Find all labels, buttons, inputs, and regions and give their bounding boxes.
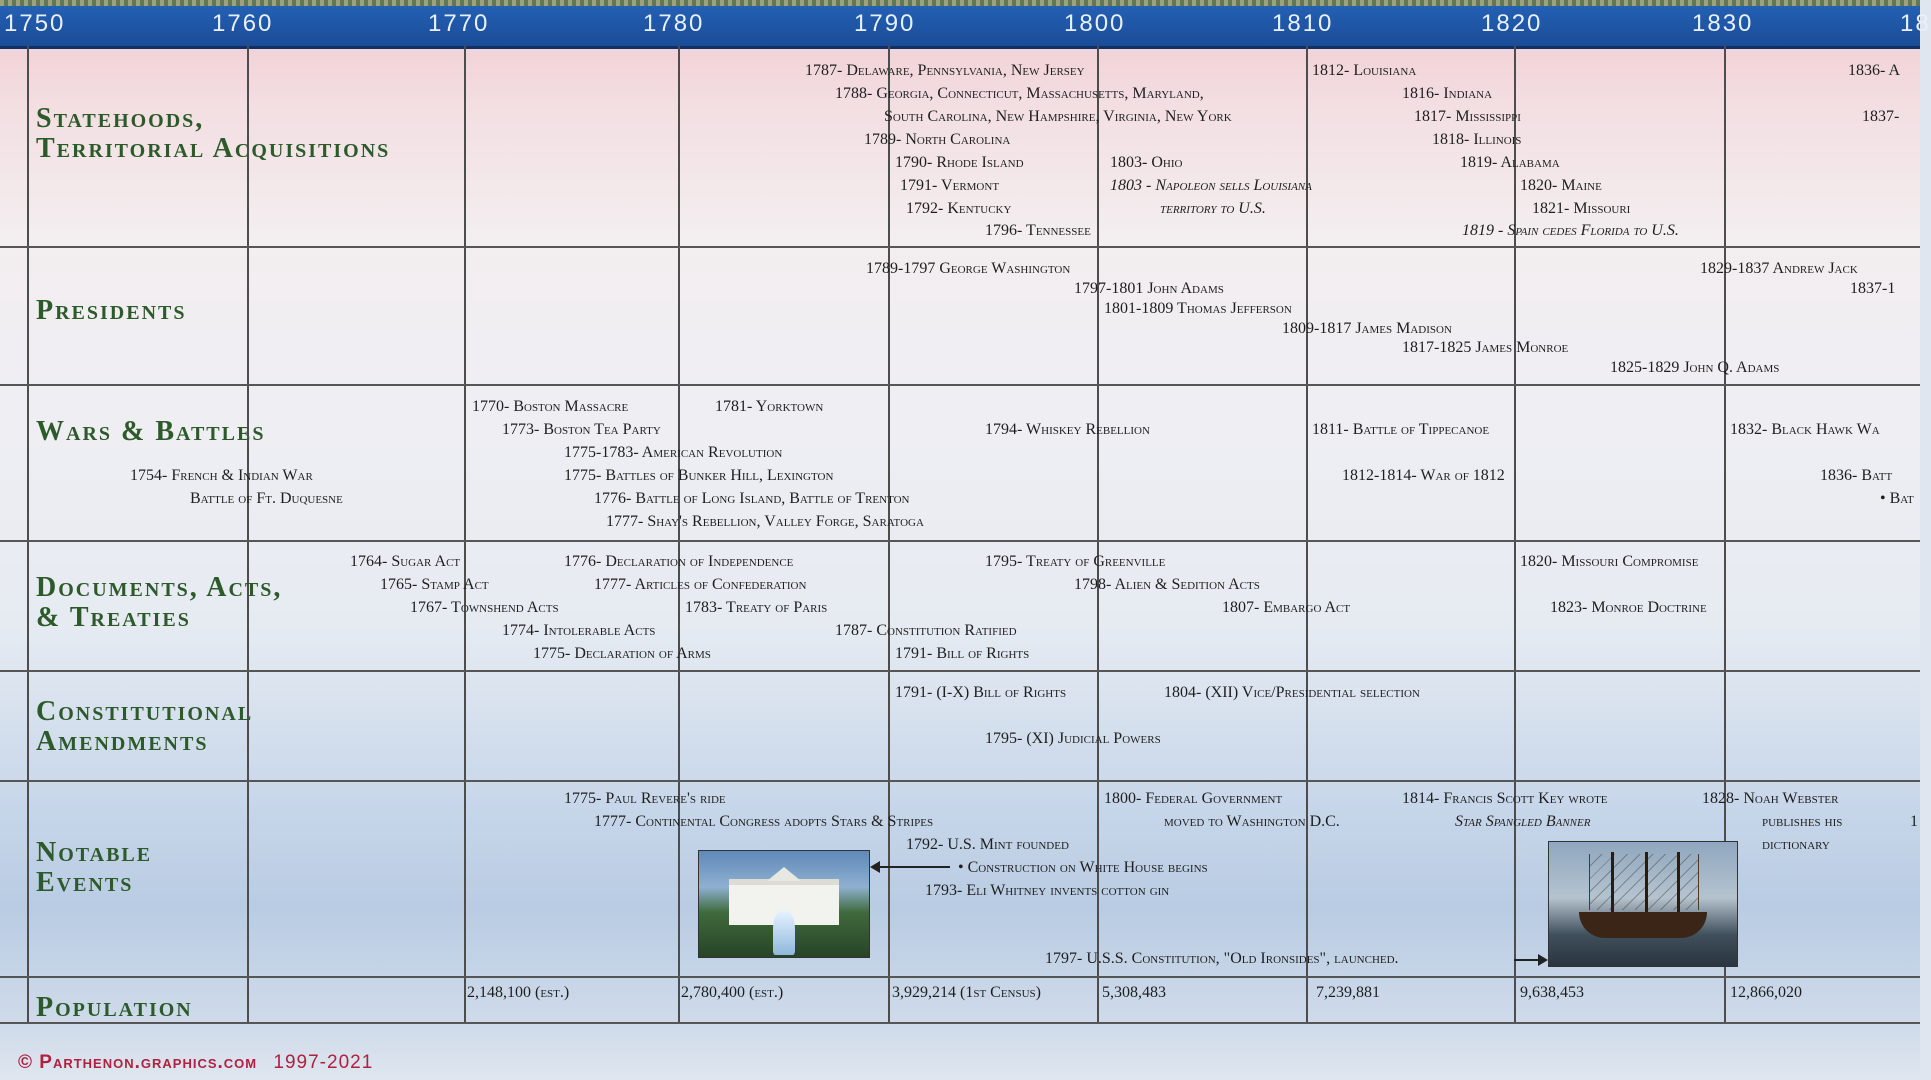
grid-line: [888, 46, 890, 1024]
event-entry: 1777- Continental Congress adopts Stars & Stripes: [594, 813, 934, 830]
event-entry: publishes his: [1762, 813, 1843, 830]
year-label: 1790: [854, 10, 916, 37]
year-header-bar: [0, 0, 1931, 49]
president-entry: 1825-1829 John Q. Adams: [1610, 359, 1780, 376]
war-entry: Battle of Ft. Duquesne: [190, 490, 343, 507]
war-entry: 1775- Battles of Bunker Hill, Lexington: [564, 467, 834, 484]
row-divider: [0, 1022, 1920, 1024]
document-entry: 1767- Townshend Acts: [410, 599, 559, 616]
war-entry: 1754- French & Indian War: [130, 467, 313, 484]
document-entry: 1791- Bill of Rights: [895, 645, 1030, 662]
category-label-line: & Treaties: [36, 602, 191, 633]
category-events: [36, 838, 152, 898]
grid-line: [464, 46, 466, 1024]
statehood-entry: 1791- Vermont: [900, 177, 1000, 194]
pointer-arrow: [1514, 959, 1544, 961]
pointer-arrow: [872, 866, 950, 868]
war-entry: 1770- Boston Massacre: [472, 398, 629, 415]
document-entry: 1775- Declaration of Arms: [533, 645, 711, 662]
document-entry: 1776- Declaration of Independence: [564, 553, 794, 570]
fountain: [773, 911, 795, 955]
category-label-line: Constitutional: [36, 696, 254, 727]
event-entry: Star Spangled Banner: [1455, 813, 1591, 830]
copyright-icon: ©: [18, 1052, 33, 1073]
row-divider: [0, 670, 1920, 672]
row-divider: [0, 780, 1920, 782]
ship-mast: [1677, 852, 1680, 914]
year-label: 1810: [1272, 10, 1334, 37]
president-entry: 1809-1817 James Madison: [1282, 320, 1452, 337]
category-population: [36, 993, 193, 1023]
ship-hull: [1579, 912, 1707, 938]
year-label: 1750: [4, 10, 66, 37]
document-entry: 1823- Monroe Doctrine: [1550, 599, 1707, 616]
grid-line: [1514, 46, 1516, 1024]
category-documents: [36, 573, 282, 633]
statehood-entry: 1792- Kentucky: [906, 200, 1012, 217]
category-label-line: Documents, Acts,: [36, 572, 283, 603]
president-entry: 1797-1801 John Adams: [1074, 280, 1224, 297]
statehood-entry: territory to U.S.: [1160, 200, 1266, 217]
ship-mast: [1645, 852, 1648, 914]
war-entry: 1812-1814- War of 1812: [1342, 467, 1505, 484]
category-label-line: Notable: [36, 837, 153, 868]
tall-ship-photo: [1548, 841, 1738, 967]
war-entry: 1811- Battle of Tippecanoe: [1312, 421, 1490, 438]
population-value: 7,239,881: [1316, 984, 1380, 1001]
population-value: 3,929,214 (1st Census): [892, 984, 1042, 1001]
president-entry: 1789-1797 George Washington: [866, 260, 1071, 277]
footer-site: Parthenon.graphics.com: [39, 1052, 258, 1073]
war-entry: 1832- Black Hawk Wa: [1730, 421, 1880, 438]
category-label-line: Territorial Acquisitions: [36, 133, 391, 164]
document-entry: 1798- Alien & Sedition Acts: [1074, 576, 1260, 593]
category-amendments: [36, 697, 253, 757]
year-label: 18: [1900, 10, 1931, 37]
document-entry: 1783- Treaty of Paris: [685, 599, 828, 616]
grid-line: [27, 46, 29, 1024]
statehood-entry: 1837-: [1862, 108, 1900, 125]
category-statehoods: [36, 104, 390, 164]
document-entry: 1820- Missouri Compromise: [1520, 553, 1699, 570]
document-entry: 1764- Sugar Act: [350, 553, 461, 570]
category-wars: [36, 417, 265, 447]
event-entry: • Construction on White House begins: [958, 859, 1208, 876]
year-label: 1820: [1481, 10, 1543, 37]
white-house-photo: [698, 850, 870, 958]
event-entry: 1792- U.S. Mint founded: [906, 836, 1069, 853]
category-label-line: Events: [36, 867, 134, 898]
row-divider: [0, 384, 1920, 386]
grid-line: [1097, 46, 1099, 1024]
document-entry: 1795- Treaty of Greenville: [985, 553, 1166, 570]
document-entry: 1807- Embargo Act: [1222, 599, 1351, 616]
document-entry: 1774- Intolerable Acts: [502, 622, 656, 639]
war-entry: 1777- Shay's Rebellion, Valley Forge, Saratoga: [606, 513, 924, 530]
event-entry: 1793- Eli Whitney invents cotton gin: [925, 882, 1170, 899]
population-value: 5,308,483: [1102, 984, 1166, 1001]
statehood-entry: 1788- Georgia, Connecticut, Massachusetts, Maryland,: [835, 85, 1204, 102]
statehood-entry: 1789- North Carolina: [864, 131, 1011, 148]
population-value: 12,866,020: [1730, 984, 1802, 1001]
population-value: 9,638,453: [1520, 984, 1584, 1001]
statehood-entry: 1817- Mississippi: [1414, 108, 1521, 125]
event-entry: dictionary: [1762, 836, 1830, 853]
statehood-entry: 1796- Tennessee: [985, 222, 1091, 239]
statehood-entry: 1820- Maine: [1520, 177, 1602, 194]
war-entry: • Bat: [1880, 490, 1914, 507]
statehood-entry: 1818- Illinois: [1432, 131, 1522, 148]
statehood-entry: South Carolina, New Hampshire, Virginia, New York: [884, 108, 1232, 125]
statehood-entry: 1803 - Napoleon sells Louisiana: [1110, 177, 1312, 194]
row-divider: [0, 540, 1920, 542]
ship-mast: [1611, 852, 1614, 914]
population-value: 2,148,100 (est.): [467, 984, 570, 1001]
event-entry: 1828- Noah Webster: [1702, 790, 1839, 807]
event-entry: 1: [1910, 813, 1918, 830]
amendment-entry: 1791- (I-X) Bill of Rights: [895, 684, 1067, 701]
grid-line: [247, 46, 249, 1024]
event-entry: 1775- Paul Revere's ride: [564, 790, 726, 807]
war-entry: 1781- Yorktown: [715, 398, 824, 415]
statehood-entry: 1836- A: [1848, 62, 1900, 79]
document-entry: 1777- Articles of Confederation: [594, 576, 807, 593]
category-label-line: Wars & Battles: [36, 416, 266, 447]
year-label: 1770: [428, 10, 490, 37]
row-divider: [0, 976, 1920, 978]
grid-line: [678, 46, 680, 1024]
statehood-entry: 1803- Ohio: [1110, 154, 1183, 171]
copyright-footer: [18, 1052, 373, 1074]
ship-rigging: [1589, 854, 1699, 910]
event-entry: 1797- U.S.S. Constitution, "Old Ironsides", launched.: [1045, 950, 1399, 967]
president-entry: 1817-1825 James Monroe: [1402, 339, 1569, 356]
footer-years: 1997-2021: [273, 1052, 374, 1073]
event-entry: 1800- Federal Government: [1104, 790, 1283, 807]
statehood-entry: 1816- Indiana: [1402, 85, 1493, 102]
war-entry: 1773- Boston Tea Party: [502, 421, 661, 438]
statehood-entry: 1819- Alabama: [1460, 154, 1560, 171]
statehood-entry: 1821- Missouri: [1532, 200, 1631, 217]
category-label-line: Presidents: [36, 295, 187, 326]
category-label-line: Population: [36, 992, 193, 1023]
document-entry: 1765- Stamp Act: [380, 576, 489, 593]
statehood-entry: 1812- Louisiana: [1312, 62, 1417, 79]
president-entry: 1801-1809 Thomas Jefferson: [1104, 300, 1292, 317]
war-entry: 1794- Whiskey Rebellion: [985, 421, 1150, 438]
event-entry: moved to Washington D.C.: [1164, 813, 1340, 830]
statehood-entry: 1790- Rhode Island: [895, 154, 1024, 171]
year-label: 1780: [643, 10, 705, 37]
war-entry: 1776- Battle of Long Island, Battle of Trenton: [594, 490, 910, 507]
category-label-line: Amendments: [36, 726, 209, 757]
document-entry: 1787- Constitution Ratified: [835, 622, 1017, 639]
year-label: 1760: [212, 10, 274, 37]
president-entry: 1837-1: [1850, 280, 1896, 297]
event-entry: 1814- Francis Scott Key wrote: [1402, 790, 1608, 807]
statehood-entry: 1787- Delaware, Pennsylvania, New Jersey: [805, 62, 1085, 79]
category-presidents: [36, 296, 186, 326]
year-label: 1800: [1064, 10, 1126, 37]
amendment-entry: 1804- (XII) Vice/Presidential selection: [1164, 684, 1420, 701]
war-entry: 1836- Batt: [1820, 467, 1893, 484]
year-label: 1830: [1692, 10, 1754, 37]
amendment-entry: 1795- (XI) Judicial Powers: [985, 730, 1161, 747]
president-entry: 1829-1837 Andrew Jack: [1700, 260, 1858, 277]
row-divider: [0, 246, 1920, 248]
war-entry: 1775-1783- American Revolution: [564, 444, 783, 461]
category-label-line: Statehoods,: [36, 103, 205, 134]
statehood-entry: 1819 - Spain cedes Florida to U.S.: [1462, 222, 1679, 239]
population-value: 2,780,400 (est.): [681, 984, 784, 1001]
